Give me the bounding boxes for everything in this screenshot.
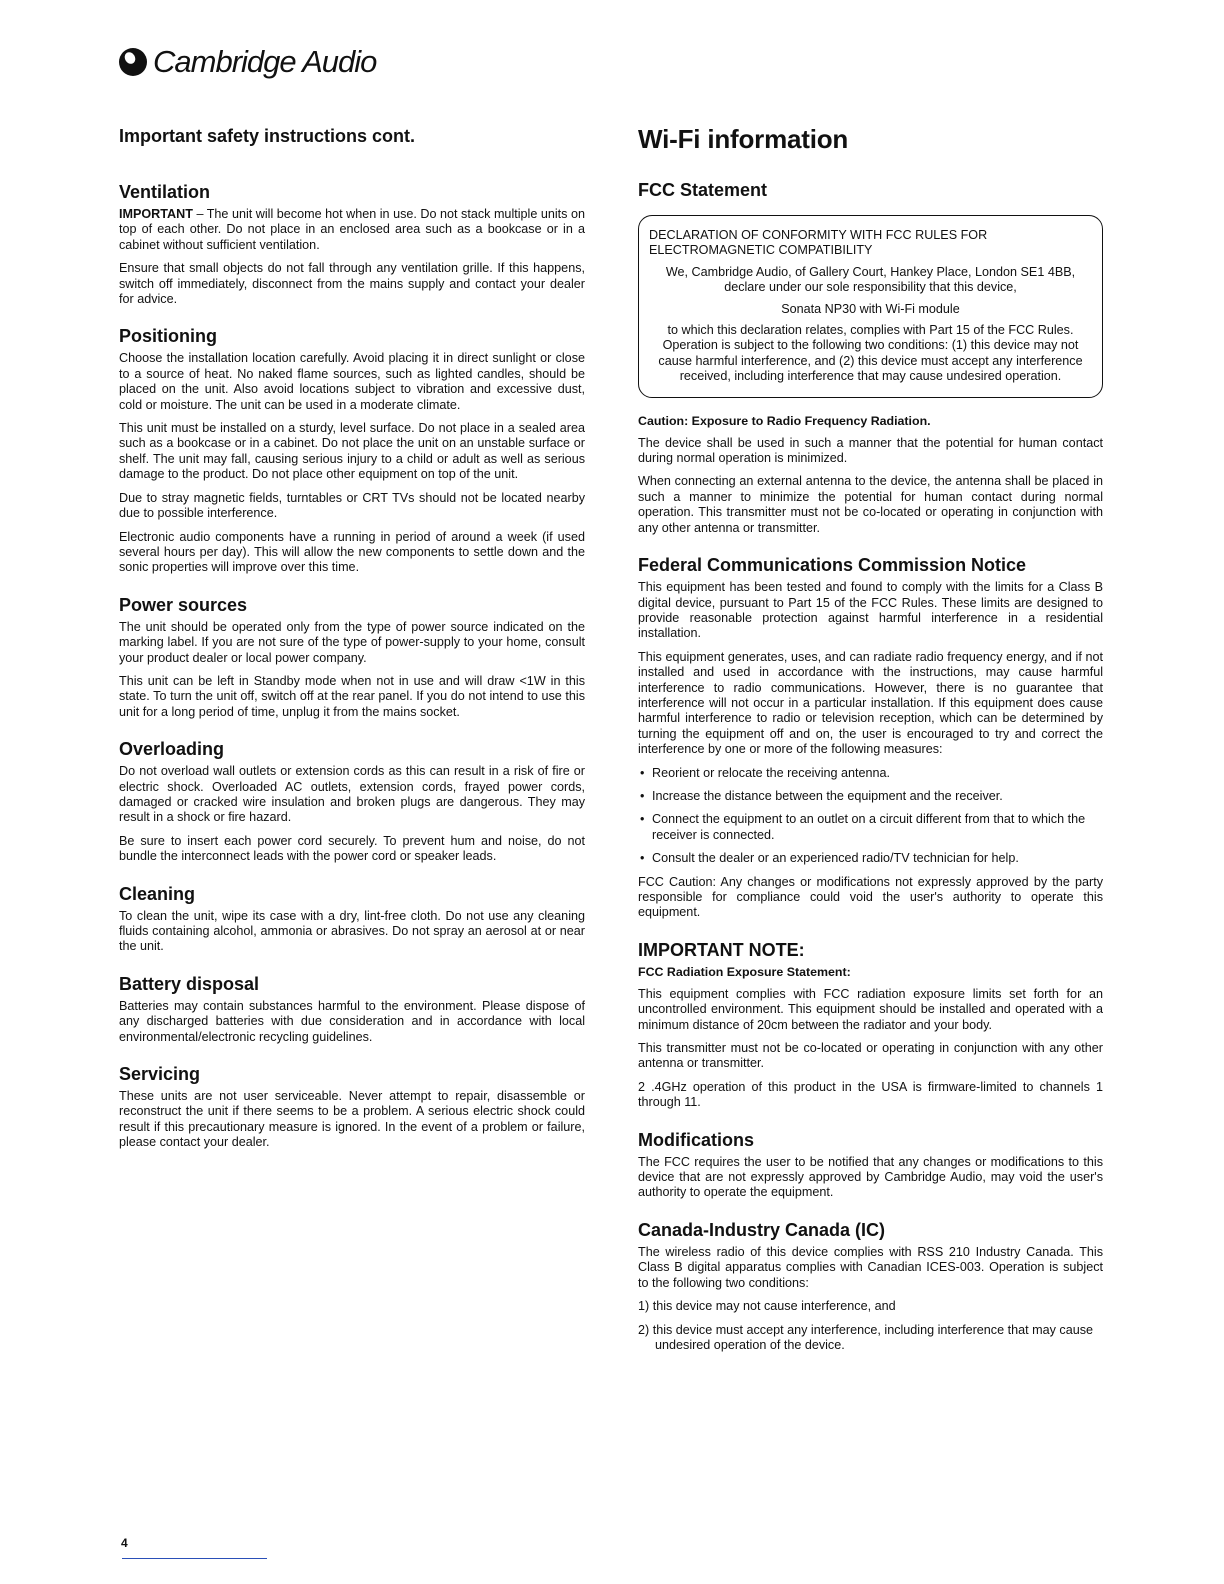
section-fcc-notice (638, 554, 1103, 921)
declaration-title: DECLARATION OF CONFORMITY WITH FCC RULES FOR ELECTROMAGNETIC COMPATIBILITY (649, 228, 988, 258)
section-title: Servicing (119, 1064, 201, 1085)
conditions-list (638, 1299, 1103, 1353)
paragraph: IMPORTANT – The unit will become hot when in use. Do not stack multiple units on top of each other. Do not place in an enclosed area such as a bookcase or in a cabinet without sufficient ventilation. (119, 207, 585, 252)
page-heading-safety: Important safety instructions cont. (119, 126, 416, 146)
section-title: IMPORTANT NOTE: (638, 939, 805, 960)
section-battery-disposal (119, 973, 585, 1045)
section-title: FCC Statement (638, 180, 768, 200)
brand-logo (119, 44, 376, 80)
paragraph: Batteries may contain substances harmful to the environment. Please dispose of any discharged batteries with due consideration and in accordance with local environmental/electronic recycling guidelines. (119, 998, 585, 1044)
measures-list (638, 766, 1103, 867)
page-number: 4 (121, 1536, 128, 1550)
section-canada-ic (638, 1219, 1103, 1353)
paragraph: Electronic audio components have a running in period of around a week (if used several hours per day). This will allow the new components to settle down and the sonic properties will improve over this time. (119, 529, 585, 575)
paragraph: Ensure that small objects do not fall through any ventilation grille. If this happens, switch off immediately, disconnect from the mains supply and contact your dealer for advice. (119, 261, 585, 307)
paragraph: This equipment complies with FCC radiation exposure limits set forth for an uncontrolled environment. This equipment should be installed and operated with a minimum distance of 20cm between the radiator and your body. (638, 986, 1103, 1032)
section-overloading (119, 738, 585, 864)
logo-mark-icon (119, 48, 147, 76)
paragraph: The FCC requires the user to be notified that any changes or modifications to this device that are not expressly approved by Cambridge Audio, may void the user's authority to operate the equipment. (638, 1154, 1103, 1200)
section-title: Cleaning (119, 883, 196, 904)
page-heading-wifi: Wi-Fi information (638, 124, 849, 154)
paragraph: Be sure to insert each power cord securely. To prevent hum and noise, do not bundle the interconnect leads with the power cord or speaker leads. (119, 833, 585, 864)
section-title: Modifications (638, 1129, 754, 1150)
paragraph: Choose the installation location carefully. Avoid placing it in direct sunlight or close to a source of heat. No naked flame sources, such as lighted candles, should be placed on the unit. Also avoid locations subject to vibration and excessive dust, cold or moisture. The unit can be used in a moderate climate. (119, 351, 585, 412)
paragraph: Due to stray magnetic fields, turntables or CRT TVs should not be located nearby due to possible interference. (119, 490, 585, 521)
section-title: Power sources (119, 594, 248, 615)
declaration-paragraph: to which this declaration relates, complies with Part 15 of the FCC Rules. Operation is subject to the following two conditions: (1) this device may not cause harmful interference, and (2) this device must accept any interference received, including interference that may cause undesired operation. (658, 323, 1083, 384)
paragraph: This unit can be left in Standby mode when not in use and will draw <1W in this state. To turn the unit off, switch off at the rear panel. If you do not intend to use this unit for a long period of time, unplug it from the mains socket. (119, 673, 585, 719)
paragraph: The wireless radio of this device complies with RSS 210 Industry Canada. This Class B digital apparatus complies with Canadian ICES-003. Operation is subject to the following two conditions: (638, 1244, 1103, 1290)
list-item: • Increase the distance between the equipment and the receiver. (638, 789, 1103, 804)
list-item: • Reorient or relocate the receiving antenna. (638, 766, 1103, 781)
section-power-sources (119, 594, 585, 720)
section-positioning (119, 325, 585, 575)
subsection-title: FCC Radiation Exposure Statement: (638, 964, 851, 979)
paragraph: To clean the unit, wipe its case with a dry, lint-free cloth. Do not use any cleaning fluids containing alcohol, ammonia or abrasives. Do not spray an aerosol at or near the unit. (119, 908, 585, 954)
list-item: • Consult the dealer or an experienced radio/TV technician for help. (638, 851, 1103, 866)
footer-rule (122, 1558, 267, 1559)
declaration-box (638, 215, 1103, 398)
section-cleaning (119, 883, 585, 955)
paragraph: Do not overload wall outlets or extension cords as this can result in a risk of fire or electric shock. Overloaded AC outlets, extension cords, frayed power cords, damaged or cracked wire insulation and broken plugs are dangerous. They may result in a shock or fire hazard. (119, 764, 585, 825)
important-label: IMPORTANT (119, 207, 193, 221)
paragraph: FCC Caution: Any changes or modifications not expressly approved by the party responsible for compliance could void the user's authority to operate this equipment. (638, 874, 1103, 920)
right-column (638, 126, 1103, 1371)
section-important-note (638, 939, 1103, 1111)
section-title: Positioning (119, 326, 217, 347)
declaration-device: Sonata NP30 with Wi-Fi module (781, 301, 960, 316)
paragraph: The device shall be used in such a manner that the potential for human contact during normal operation is minimized. (638, 435, 1103, 466)
paragraph: This equipment has been tested and found to comply with the limits for a Class B digital device, pursuant to Part 15 of the FCC Rules. These limits are designed to provide reasonable protection against harmful interference in a residential installation. (638, 580, 1103, 641)
paragraph: This equipment generates, uses, and can radiate radio frequency energy, and if not installed and used in accordance with the instructions, may cause harmful interference to radio communications. However, there is no guarantee that interference will not occur in a particular installation. If this equipment does cause harmful interference to radio or television reception, which can be determined by turning the equipment off and on, the user is encouraged to try and correct the interference by one or more of the following measures: (638, 649, 1103, 757)
section-title: Overloading (119, 739, 225, 760)
declaration-paragraph: We, Cambridge Audio, of Gallery Court, Hankey Place, London SE1 4BB, declare under our sole responsibility that this device, (665, 264, 1076, 295)
paragraph: These units are not user serviceable. Never attempt to repair, disassemble or reconstruct the unit if there seems to be a problem. A serious electric shock could result if this precautionary measure is ignored. In the event of a problem or failure, please contact your dealer. (119, 1089, 585, 1150)
section-title: Ventilation (119, 182, 211, 202)
left-column (119, 126, 585, 1169)
list-item: • Connect the equipment to an outlet on a circuit different from that to which the receiver is connected. (638, 812, 1103, 843)
section-fcc-statement (638, 179, 1103, 536)
paragraph: 2 .4GHz operation of this product in the USA is firmware-limited to channels 1 through 11. (638, 1079, 1103, 1110)
section-title: Canada-Industry Canada (IC) (638, 1219, 886, 1240)
brand-name: Cambridge Audio (153, 44, 377, 79)
list-item: 2) this device must accept any interference, including interference that may cause undesired operation of the device. (638, 1322, 1094, 1352)
paragraph: When connecting an external antenna to the device, the antenna shall be placed in such a manner to minimize the potential for human contact during normal operation. This transmitter must not be co-located or operating in conjunction with any other antenna or transmitter. (638, 474, 1103, 535)
paragraph: This unit must be installed on a sturdy, level surface. Do not place in a sealed area such as a bookcase or in a cabinet. Do not place the unit on an unstable surface or shelf. The unit may fall, causing serious injury to a child or adult as well as serious damage to the product. Do not place other equipment on top of the unit. (119, 421, 585, 482)
section-title: Federal Communications Commission Notice (638, 555, 1027, 576)
section-title: Battery disposal (119, 973, 260, 994)
section-servicing (119, 1063, 585, 1151)
paragraph: This transmitter must not be co-located or operating in conjunction with any other antenna or transmitter. (638, 1041, 1103, 1071)
caution-title: Caution: Exposure to Radio Frequency Radiation. (638, 413, 931, 428)
list-item: 1) this device may not cause interference, and (638, 1299, 896, 1314)
section-ventilation (119, 181, 585, 307)
paragraph: The unit should be operated only from the type of power source indicated on the marking label. If you are not sure of the type of power-supply to your home, consult your product dealer or local power company. (119, 619, 585, 665)
section-modifications (638, 1129, 1103, 1201)
